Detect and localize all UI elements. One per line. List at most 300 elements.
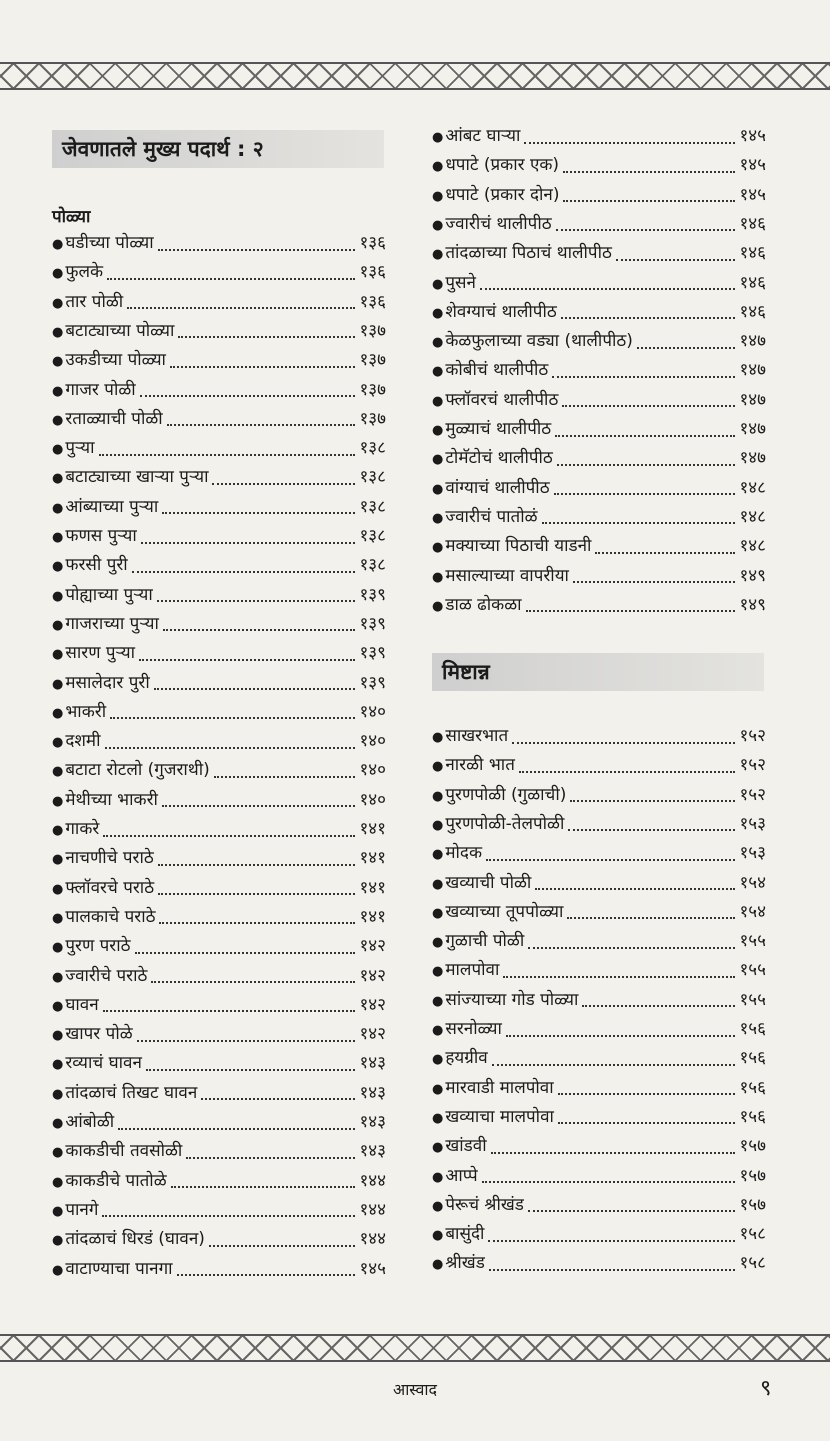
toc-entry-name: रव्याचं घावन xyxy=(65,1053,142,1074)
toc-entry-name: कोबीचं थालीपीठ xyxy=(445,360,549,381)
toc-entry xyxy=(52,727,386,756)
toc-entry-page: १४३ xyxy=(359,1053,386,1074)
toc-entry-name: दशमी xyxy=(65,731,101,752)
bullet-icon: ● xyxy=(432,788,444,804)
bullet-icon: ● xyxy=(52,1233,64,1249)
dot-leader xyxy=(157,600,356,602)
toc-entry xyxy=(432,356,766,385)
bullet-icon: ● xyxy=(432,1169,444,1185)
dot-leader xyxy=(492,1064,736,1066)
toc-entry-page: १४२ xyxy=(359,1024,386,1045)
dot-leader xyxy=(139,659,355,661)
toc-entry-page: १४१ xyxy=(359,877,386,898)
toc-entry-page: १४२ xyxy=(359,994,386,1015)
toc-entry-page: १४१ xyxy=(359,819,386,839)
bullet-icon: ● xyxy=(432,481,444,497)
bullet-icon: ● xyxy=(432,817,444,833)
toc-entry-name: मक्याच्या पिठाची याडनी xyxy=(445,536,592,557)
toc-entry-page: १५६ xyxy=(739,1106,766,1127)
toc-entry-name: आंबोळी xyxy=(65,1112,115,1132)
toc-entry-page: १५६ xyxy=(739,1048,766,1069)
dot-leader xyxy=(563,171,735,173)
dot-leader xyxy=(214,776,356,778)
toc-entry-name: पेरूचं श्रीखंड xyxy=(445,1194,524,1215)
toc-entry xyxy=(52,669,386,698)
toc-entry-page: १४७ xyxy=(739,331,766,352)
dot-leader xyxy=(107,278,355,280)
bullet-icon: ● xyxy=(52,1057,64,1073)
toc-entry-page: १५४ xyxy=(739,872,766,893)
bullet-icon: ● xyxy=(52,471,64,487)
bullet-icon: ● xyxy=(52,559,64,575)
toc-entry xyxy=(52,1020,386,1049)
toc-entry-name: मसालेदार पुरी xyxy=(65,672,150,693)
dot-leader xyxy=(568,829,735,831)
bullet-icon: ● xyxy=(432,759,444,775)
toc-entry xyxy=(52,522,386,551)
toc-entry-page: १३९ xyxy=(359,672,386,693)
bullet-icon: ● xyxy=(432,1257,444,1273)
toc-entry-name: मालपोवा xyxy=(445,960,500,981)
toc-entry xyxy=(52,932,386,961)
toc-entry-page: १४६ xyxy=(739,213,766,234)
toc-entry xyxy=(52,1196,386,1225)
toc-entry-name: तांदळाच्या पिठाचं थालीपीठ xyxy=(445,243,612,264)
toc-entry-name: डाळ ढोकळा xyxy=(445,594,522,615)
toc-entry xyxy=(432,839,766,868)
toc-entry-name: आप्पे xyxy=(445,1165,478,1186)
bullet-icon: ● xyxy=(432,935,444,951)
bullet-icon: ● xyxy=(432,130,444,145)
toc-entry xyxy=(432,1074,766,1103)
toc-entry xyxy=(52,288,386,317)
toc-entry xyxy=(432,1249,766,1278)
toc-entry-name: गाजर पोळी xyxy=(65,379,136,400)
bullet-icon: ● xyxy=(432,393,444,409)
toc-entry-name: फरसी पुरी xyxy=(65,555,128,576)
toc-entry xyxy=(432,591,766,620)
dot-leader xyxy=(567,917,735,919)
toc-entry-name: पुरणपोळी (गुळाची) xyxy=(445,784,567,805)
toc-entry-name: उकडीच्या पोळ्या xyxy=(65,350,166,371)
toc-entry-page: १३८ xyxy=(359,467,386,488)
section-title-desserts: मिष्टान्न xyxy=(432,653,764,691)
toc-entry-page: १३७ xyxy=(359,379,386,400)
toc-entry-name: सांज्याच्या गोड पोळ्या xyxy=(445,989,579,1010)
toc-entry-page: १५६ xyxy=(739,1077,766,1098)
toc-entry-page: १३६ xyxy=(359,262,386,283)
toc-entry-name: वाटाण्याचा पानगा xyxy=(65,1258,173,1279)
toc-entry-page: १४५ xyxy=(359,1258,386,1279)
toc-entry-name: खव्याची पोळी xyxy=(445,872,532,893)
dot-leader xyxy=(542,522,736,524)
bullet-icon: ● xyxy=(432,993,444,1009)
dot-leader xyxy=(563,200,735,202)
toc-entry xyxy=(52,698,386,727)
dot-leader xyxy=(526,610,736,612)
toc-entry-page: १४१ xyxy=(359,906,386,927)
dot-leader xyxy=(503,976,735,978)
page-number: ९ xyxy=(760,1376,772,1401)
toc-entry xyxy=(432,415,766,444)
toc-entry-name: मारवाडी मालपोवा xyxy=(445,1077,554,1098)
toc-entry-name: फ्लॉवरचं थालीपीठ xyxy=(445,389,559,410)
toc-entry-page: १३८ xyxy=(359,526,386,546)
bullet-icon: ● xyxy=(52,823,64,838)
toc-entry-page: १५५ xyxy=(739,960,766,981)
toc-entry-name: तांदळाचं तिखट घावन xyxy=(65,1082,198,1103)
bullet-icon: ● xyxy=(432,876,444,892)
bullet-icon: ● xyxy=(52,969,64,985)
toc-entry xyxy=(52,493,386,522)
dot-leader xyxy=(103,835,355,837)
toc-entry xyxy=(432,1220,766,1249)
dot-leader xyxy=(555,435,735,437)
toc-entry xyxy=(52,903,386,932)
toc-entry-name: खांडवी xyxy=(445,1136,487,1157)
toc-entry-page: १४० xyxy=(359,731,386,752)
dot-leader xyxy=(177,1274,356,1276)
toc-entry-name: नारळी भात xyxy=(445,755,515,776)
toc-entry-page: १३९ xyxy=(359,613,386,634)
bullet-icon: ● xyxy=(52,412,64,428)
toc-entry xyxy=(52,815,386,844)
dot-leader xyxy=(154,688,356,690)
dot-leader xyxy=(127,307,355,309)
dot-leader xyxy=(171,1186,356,1188)
toc-entry-page: १४४ xyxy=(359,1199,386,1220)
dot-leader xyxy=(110,717,355,719)
toc-entry-page: १४८ xyxy=(739,506,766,527)
toc-entry xyxy=(52,844,386,873)
bullet-icon: ● xyxy=(52,617,64,633)
toc-entry-name: मेथीच्या भाकरी xyxy=(65,789,158,810)
bullet-icon: ● xyxy=(432,1140,444,1156)
toc-entry-page: १४५ xyxy=(739,126,766,146)
toc-entry-page: १४३ xyxy=(359,1141,386,1162)
dot-leader xyxy=(118,1128,355,1130)
dot-leader xyxy=(637,347,736,349)
toc-entry xyxy=(432,298,766,327)
bullet-icon: ● xyxy=(432,452,444,468)
bullet-icon: ● xyxy=(432,364,444,380)
bullet-icon: ● xyxy=(432,335,444,351)
dot-leader xyxy=(556,229,736,231)
bullet-icon: ● xyxy=(52,1086,64,1102)
toc-entry-page: १५२ xyxy=(739,726,766,746)
toc-entry xyxy=(52,1255,386,1284)
toc-entry-page: १४४ xyxy=(359,1229,386,1250)
dot-leader xyxy=(558,1093,736,1095)
dot-leader xyxy=(486,859,735,861)
toc-entry xyxy=(52,991,386,1020)
toc-entry-name: सारण पुऱ्या xyxy=(65,643,136,664)
toc-entry-name: सरनोळ्या xyxy=(445,1019,502,1039)
dot-leader xyxy=(201,1098,355,1100)
toc-entry xyxy=(432,722,766,751)
toc-entry-page: १४३ xyxy=(359,1112,386,1132)
toc-entry-page: १५५ xyxy=(739,931,766,952)
toc-entry-page: १४० xyxy=(359,701,386,722)
toc-entry-page: १४५ xyxy=(739,155,766,176)
bullet-icon: ● xyxy=(52,442,64,458)
toc-entry xyxy=(52,786,386,815)
subheading-polya: पोळ्या xyxy=(52,207,91,227)
dot-leader xyxy=(162,512,355,514)
toc-entry xyxy=(432,562,766,591)
toc-entry xyxy=(52,317,386,346)
toc-entry-page: १४२ xyxy=(359,965,386,986)
toc-entry-page: १४४ xyxy=(359,1170,386,1191)
dot-leader xyxy=(159,922,355,924)
toc-entry-page: १५७ xyxy=(739,1136,766,1157)
toc-entry-name: रताळ्याची पोळी xyxy=(65,408,163,429)
dot-leader xyxy=(146,1069,356,1071)
toc-entry xyxy=(432,1162,766,1191)
dot-leader xyxy=(557,464,736,466)
bullet-icon: ● xyxy=(432,247,444,263)
toc-entry xyxy=(52,874,386,903)
toc-entry-name: मुळ्याचं थालीपीठ xyxy=(445,419,552,439)
toc-entry-name: पुरण पराठे xyxy=(65,936,131,957)
bullet-icon: ● xyxy=(432,598,444,614)
toc-entry-page: १३९ xyxy=(359,643,386,664)
toc-entry-page: १५२ xyxy=(739,784,766,805)
toc-entry xyxy=(52,1167,386,1196)
dot-leader xyxy=(519,771,736,773)
dot-leader xyxy=(582,1005,735,1007)
bullet-icon: ● xyxy=(52,764,64,780)
toc-entry xyxy=(432,386,766,415)
toc-entry-name: टोमॅटोचं थालीपीठ xyxy=(445,448,553,469)
bullet-icon: ● xyxy=(432,1110,444,1126)
dot-leader xyxy=(158,893,355,895)
toc-entry xyxy=(52,1049,386,1078)
toc-entry-name: पोह्याच्या पुऱ्या xyxy=(65,584,153,605)
dot-leader xyxy=(167,424,356,426)
toc-entry xyxy=(52,1108,386,1137)
bullet-icon: ● xyxy=(52,383,64,399)
toc-entry xyxy=(432,1044,766,1073)
toc-entry-page: १४५ xyxy=(739,184,766,205)
dot-leader xyxy=(491,1152,736,1154)
bullet-icon: ● xyxy=(432,569,444,585)
bullet-icon: ● xyxy=(432,964,444,980)
toc-entry-page: १४७ xyxy=(739,389,766,410)
dot-leader xyxy=(141,542,356,544)
dot-leader xyxy=(212,483,355,485)
toc-entry xyxy=(432,532,766,561)
toc-entry-name: ज्वारीचं पातोळं xyxy=(445,506,538,527)
toc-entry-page: १४८ xyxy=(739,477,766,498)
toc-entry xyxy=(52,1225,386,1254)
toc-entry-page: १५६ xyxy=(739,1019,766,1039)
toc-entry-page: १५७ xyxy=(739,1194,766,1215)
toc-entry-name: पुसने xyxy=(445,272,476,293)
toc-entry-page: १५३ xyxy=(739,813,766,834)
dot-leader xyxy=(162,805,356,807)
toc-entry-name: काकडीचे पातोळे xyxy=(65,1170,167,1191)
toc-entry xyxy=(432,810,766,839)
toc-entry xyxy=(432,474,766,503)
bullet-icon: ● xyxy=(52,237,64,252)
toc-entry xyxy=(52,962,386,991)
toc-entry xyxy=(432,869,766,898)
toc-entry-page: १४० xyxy=(359,789,386,810)
toc-entry xyxy=(432,239,766,268)
dot-leader xyxy=(158,864,356,866)
dot-leader xyxy=(488,1240,735,1242)
bullet-icon: ● xyxy=(52,705,64,721)
toc-entry-name: काकडीची तवसोळी xyxy=(65,1141,183,1162)
bullet-icon: ● xyxy=(52,881,64,897)
bullet-icon: ● xyxy=(432,305,444,321)
dot-leader xyxy=(524,142,735,144)
dot-leader xyxy=(552,376,735,378)
toc-entry xyxy=(52,610,386,639)
bullet-icon: ● xyxy=(52,910,64,926)
dot-leader xyxy=(528,947,735,949)
toc-entry xyxy=(432,956,766,985)
toc-entry xyxy=(432,269,766,298)
bullet-icon: ● xyxy=(52,1262,64,1278)
dot-leader xyxy=(570,800,735,802)
dot-leader xyxy=(480,288,736,290)
bullet-icon: ● xyxy=(432,510,444,526)
toc-entry-page: १५४ xyxy=(739,901,766,922)
dot-leader xyxy=(132,571,356,573)
toc-entry xyxy=(52,405,386,434)
toc-entry-page: १४६ xyxy=(739,272,766,293)
bullet-icon: ● xyxy=(52,500,64,516)
toc-entry-name: बासुंदी xyxy=(445,1224,485,1245)
dot-leader xyxy=(209,1245,356,1247)
toc-entry-page: १४६ xyxy=(739,301,766,322)
toc-entry-page: १३७ xyxy=(359,350,386,371)
bullet-icon: ● xyxy=(432,159,444,175)
toc-entry-page: १३७ xyxy=(359,320,386,341)
toc-entry-name: पानगे xyxy=(65,1199,99,1220)
toc-entry-name: धपाटे (प्रकार एक) xyxy=(445,155,560,176)
bullet-icon: ● xyxy=(52,940,64,956)
bullet-icon: ● xyxy=(52,1174,64,1190)
toc-entry-page: १४८ xyxy=(739,536,766,557)
toc-entry-page: १४७ xyxy=(739,448,766,469)
dot-leader xyxy=(512,742,735,744)
toc-entry xyxy=(432,503,766,532)
toc-entry-page: १४१ xyxy=(359,848,386,869)
toc-entry-page: १४३ xyxy=(359,1082,386,1103)
toc-entry-name: पुऱ्या xyxy=(65,438,95,459)
bullet-icon: ● xyxy=(432,423,444,438)
toc-entry-page: १४९ xyxy=(739,594,766,615)
toc-entry-name: गाजराच्या पुऱ्या xyxy=(65,613,159,634)
toc-entry-page: १५५ xyxy=(739,989,766,1010)
toc-entry xyxy=(52,463,386,492)
toc-entry-page: १४० xyxy=(359,760,386,781)
toc-entry-name: गुळाची पोळी xyxy=(445,931,525,952)
toc-entry-name: ज्वारीचे पराठे xyxy=(65,965,148,986)
bullet-icon: ● xyxy=(52,530,64,545)
toc-entry xyxy=(52,346,386,375)
book-title: आस्वाद xyxy=(392,1380,438,1399)
decorative-border-top xyxy=(0,62,830,90)
toc-entry-name: केळफुलाच्या वड्या (थालीपीठ) xyxy=(445,331,633,352)
bullet-icon: ● xyxy=(432,1228,444,1244)
bullet-icon: ● xyxy=(432,540,444,556)
toc-entry-name: भाकरी xyxy=(65,701,107,722)
toc-entry xyxy=(432,1191,766,1220)
toc-entry-name: पुरणपोळी-तेलपोळी xyxy=(445,813,565,834)
toc-entry-name: बटाट्याच्या पोळ्या xyxy=(65,320,175,341)
bullet-icon: ● xyxy=(432,905,444,921)
bullet-icon: ● xyxy=(432,276,444,292)
dot-leader xyxy=(595,552,735,554)
toc-entry-name: मसाल्याच्या वापरीया xyxy=(445,565,569,586)
toc-entry-name: बटाटा रोटलो (गुजराथी) xyxy=(65,760,210,781)
dot-leader xyxy=(137,1040,356,1042)
toc-entry xyxy=(432,1132,766,1161)
toc-entry xyxy=(432,898,766,927)
dot-leader xyxy=(616,259,736,261)
toc-entry xyxy=(52,434,386,463)
dot-leader xyxy=(562,405,735,407)
bullet-icon: ● xyxy=(52,1028,64,1044)
toc-entry xyxy=(432,751,766,780)
toc-entry xyxy=(432,986,766,1015)
toc-entry xyxy=(52,581,386,610)
dot-leader xyxy=(105,747,356,749)
toc-entry-page: १५३ xyxy=(739,843,766,864)
toc-entry-name: साखरभात xyxy=(445,726,509,746)
dot-leader xyxy=(535,888,735,890)
bullet-icon: ● xyxy=(52,295,64,311)
bullet-icon: ● xyxy=(432,217,444,233)
toc-entry-name: फ्लॉवरचे पराठे xyxy=(65,877,155,898)
toc-entry-page: १४७ xyxy=(739,360,766,381)
bullet-icon: ● xyxy=(52,676,64,692)
toc-entry xyxy=(432,181,766,210)
bullet-icon: ● xyxy=(52,266,64,282)
toc-entry-page: १५७ xyxy=(739,1165,766,1186)
bullet-icon: ● xyxy=(432,188,444,204)
bullet-icon: ● xyxy=(52,1145,64,1161)
toc-entry-name: धपाटे (प्रकार दोन) xyxy=(445,184,560,205)
dot-leader xyxy=(561,317,736,319)
toc-entry xyxy=(52,639,386,668)
toc-entry xyxy=(52,229,386,258)
dot-leader xyxy=(102,1215,355,1217)
bullet-icon: ● xyxy=(52,324,64,340)
toc-entry-name: आंब्याच्या पुऱ्या xyxy=(65,496,159,517)
toc-entry-name: नाचणीचे पराठे xyxy=(65,848,154,869)
bullet-icon: ● xyxy=(52,588,64,604)
toc-entry xyxy=(432,444,766,473)
bullet-icon: ● xyxy=(52,998,64,1014)
bullet-icon: ● xyxy=(52,1116,64,1131)
toc-entry xyxy=(432,1015,766,1044)
bullet-icon: ● xyxy=(52,354,64,370)
toc-entry-name: बटाट्याच्या खाऱ्या पुऱ्या xyxy=(65,467,209,488)
dot-leader xyxy=(140,395,356,397)
dot-leader xyxy=(135,952,356,954)
bullet-icon: ● xyxy=(432,1023,444,1038)
decorative-border-bottom xyxy=(0,1334,830,1362)
toc-entry-name: मोदक xyxy=(445,843,482,864)
toc-entry xyxy=(52,1137,386,1166)
toc-entry-name: घडीच्या पोळ्या xyxy=(65,233,154,253)
toc-entry-page: १३८ xyxy=(359,438,386,459)
